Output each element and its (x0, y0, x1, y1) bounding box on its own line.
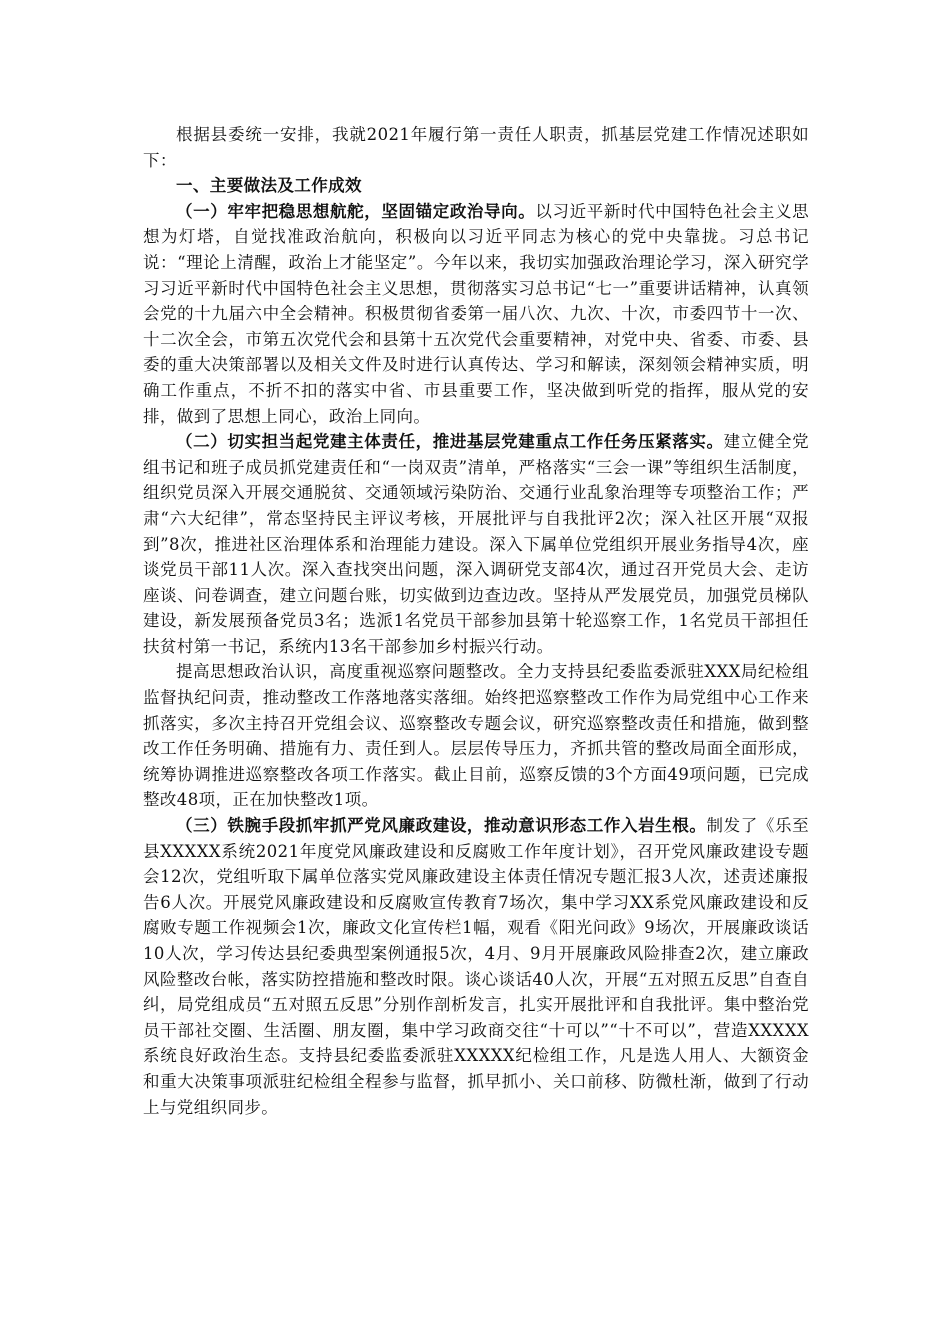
paragraph-2 (143, 429, 809, 659)
paragraph-1-body: 以习近平新时代中国特色社会主义思想为灯塔，自觉找准政治航向，积极向以习近平同志为核心的党中央靠拢。习总书记说：“理论上清醒，政治上才能坚定”。今年以来，我切实加强政治理论学习，深入研究学习习近平新时代中国特色社会主义思想，贯彻落实习总书记“七一”重要讲话精神，认真领会党的十九届六中全会精神。积极贯彻省委第一届八次、九次、十次，市委四节十一次、十二次全会，市第五次党代会和县第十五次党代会重要精神，对党中央、省委、市委、县委的重大决策部署以及相关文件及时进行认真传达、学习和解读，深刻领会精神实质，明确工作重点，不折不扣的落实中省、市县重要工作，坚决做到听党的指挥，服从党的安排，做到了思想上同心，政治上同向。 (143, 201, 809, 426)
document-body (143, 122, 809, 1120)
paragraph-4 (143, 813, 809, 1120)
paragraph-2-body: 建立健全党组书记和班子成员抓党建责任和“一岗双责”清单，严格落实“三会一课”等组织生活制度，组织党员深入开展交通脱贫、交通领域污染防治、交通行业乱象治理等专项整治工作；严肃“六大纪律”，常态坚持民主评议考核，开展批评与自我批评2次；深入社区开展“双报到”8次，推进社区治理体系和治理能力建设。深入下属单位党组织开展业务指导4次，座谈党员干部11人次。深入查找突出问题，深入调研党支部4次，通过召开党员大会、走访座谈、问卷调查，建立问题台账，切实做到边查边改。坚持从严发展党员，加强党员梯队建设，新发展预备党员3名；选派1名党员干部参加县第十轮巡察工作，1名党员干部担任扶贫村第一书记，系统内13名干部参加乡村振兴行动。 (143, 432, 809, 656)
intro-paragraph: 根据县委统一安排，我就2021年履行第一责任人职责，抓基层党建工作情况述职如下： (143, 125, 809, 170)
paragraph-1 (143, 199, 809, 429)
paragraph-2-lead: （二）切实担当起党建主体责任，推进基层党建重点工作任务压紧落实。 (176, 432, 724, 452)
paragraph-1-lead: （一）牢牢把稳思想航舵，坚固锚定政治导向。 (176, 201, 536, 221)
section-heading: 一、主要做法及工作成效 (176, 176, 362, 196)
paragraph-3: 提高思想政治认识，高度重视巡察问题整改。全力支持县纪委监委派驻XXX局纪检组监督执纪问责，推动整改工作落地落实落细。始终把巡察整改工作作为局党组中心工作来抓落实，多次主持召开党组会议、巡察整改专题会议，研究巡察整改责任和措施，做到整改工作任务明确、措施有力、责任到人。层层传导压力，齐抓共管的整改局面全面形成，统筹协调推进巡察整改各项工作落实。截止目前，巡察反馈的3个方面49项问题，已完成整改48项，正在加快整改1项。 (143, 662, 809, 810)
paragraph-4-lead: （三）铁腕手段抓牢抓严党风廉政建设，推动意识形态工作入岩生根。 (176, 816, 707, 836)
paragraph-4-body: 制发了《乐至县XXXXX系统2021年度党风廉政建设和反腐败工作年度计划》，召开党风廉政建设专题会12次，党组听取下属单位落实党风廉政建设主体责任情况专题汇报3人次，述责述廉报告6人次。开展党风廉政建设和反腐败宣传教育7场次，集中学习XX系党风廉政建设和反腐败专题工作视频会1次，廉政文化宣传栏1幅，观看《阳光问政》9场次，开展廉政谈话10人次，学习传达县纪委典型案例通报5次，4月、9月开展廉政风险排查2次，建立廉政风险整改台帐，落实防控措施和整改时限。谈心谈话40人次，开展“五对照五反思”自查自纠，局党组成员“五对照五反思”分别作剖析发言，扎实开展批评和自我批评。集中整治党员干部社交圈、生活圈、朋友圈，集中学习政商交往“十可以”“十不可以”，营造XXXXX系统良好政治生态。支持县纪委监委派驻XXXXX纪检组工作，凡是选人用人、大额资金和重大决策事项派驻纪检组全程参与监督，抓早抓小、关口前移、防微杜渐，做到了行动上与党组织同步。 (143, 816, 809, 1117)
